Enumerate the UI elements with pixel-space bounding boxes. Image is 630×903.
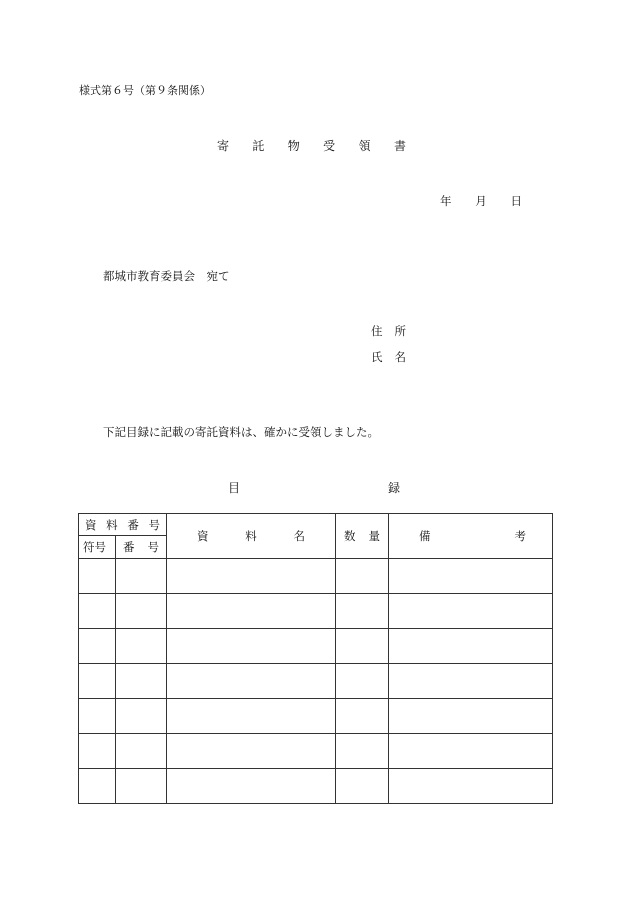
cell-remarks[interactable] bbox=[389, 699, 553, 734]
cell-quantity[interactable] bbox=[336, 629, 389, 664]
cell-number[interactable] bbox=[116, 629, 167, 664]
cell-remarks[interactable] bbox=[389, 734, 553, 769]
document-title bbox=[217, 137, 406, 154]
cell-remarks[interactable] bbox=[389, 769, 553, 804]
cell-quantity[interactable] bbox=[336, 559, 389, 594]
table-row bbox=[79, 594, 553, 629]
cell-symbol[interactable] bbox=[79, 559, 116, 594]
cell-symbol[interactable] bbox=[79, 629, 116, 664]
cell-number[interactable] bbox=[116, 769, 167, 804]
cell-name[interactable] bbox=[167, 769, 336, 804]
title-char: 受 bbox=[323, 139, 336, 153]
cell-name[interactable] bbox=[167, 734, 336, 769]
address-label-char: 住 bbox=[371, 324, 383, 338]
cell-number[interactable] bbox=[116, 664, 167, 699]
table-header-row bbox=[79, 514, 553, 536]
cell-name[interactable] bbox=[167, 699, 336, 734]
date-line bbox=[440, 193, 522, 209]
header-remarks: 備 考 bbox=[389, 514, 553, 559]
title-char: 物 bbox=[287, 139, 300, 153]
cell-remarks[interactable] bbox=[389, 629, 553, 664]
table-row bbox=[79, 769, 553, 804]
cell-quantity[interactable] bbox=[336, 664, 389, 699]
name-label-char: 名 bbox=[394, 350, 406, 364]
cell-quantity[interactable] bbox=[336, 734, 389, 769]
catalog-title-char: 録 bbox=[387, 481, 400, 495]
cell-name[interactable] bbox=[167, 629, 336, 664]
date-month: 月 bbox=[475, 194, 487, 208]
date-day: 日 bbox=[510, 194, 522, 208]
name-label bbox=[371, 349, 406, 365]
name-label-char: 氏 bbox=[371, 350, 383, 364]
title-char: 託 bbox=[252, 139, 265, 153]
cell-symbol[interactable] bbox=[79, 769, 116, 804]
catalog-table bbox=[78, 513, 553, 804]
receipt-statement: 下記目録に記載の寄託資料は、確かに受領しました。 bbox=[103, 425, 379, 439]
header-number: 番 号 bbox=[116, 536, 167, 559]
cell-number[interactable] bbox=[116, 734, 167, 769]
cell-symbol[interactable] bbox=[79, 734, 116, 769]
cell-symbol[interactable] bbox=[79, 699, 116, 734]
table-row bbox=[79, 699, 553, 734]
cell-number[interactable] bbox=[116, 559, 167, 594]
cell-symbol[interactable] bbox=[79, 664, 116, 699]
header-symbol: 符号 bbox=[79, 536, 116, 559]
header-quantity: 数 量 bbox=[336, 514, 389, 559]
address-label bbox=[371, 323, 406, 339]
table-row bbox=[79, 664, 553, 699]
cell-name[interactable] bbox=[167, 594, 336, 629]
title-char: 書 bbox=[393, 139, 406, 153]
form-number: 様式第６号（第９条関係） bbox=[79, 84, 211, 97]
header-document-number: 資 料 番 号 bbox=[79, 514, 167, 536]
catalog-title bbox=[228, 479, 400, 496]
cell-number[interactable] bbox=[116, 594, 167, 629]
title-char: 領 bbox=[358, 139, 371, 153]
catalog-title-char: 目 bbox=[228, 481, 241, 495]
table-row bbox=[79, 734, 553, 769]
table-row bbox=[79, 559, 553, 594]
cell-quantity[interactable] bbox=[336, 699, 389, 734]
cell-name[interactable] bbox=[167, 664, 336, 699]
address-label-char: 所 bbox=[394, 324, 406, 338]
cell-remarks[interactable] bbox=[389, 594, 553, 629]
table-row bbox=[79, 629, 553, 664]
header-document-name: 資 料 名 bbox=[167, 514, 336, 559]
cell-quantity[interactable] bbox=[336, 769, 389, 804]
title-char: 寄 bbox=[217, 139, 230, 153]
cell-remarks[interactable] bbox=[389, 664, 553, 699]
date-year: 年 bbox=[440, 194, 452, 208]
cell-name[interactable] bbox=[167, 559, 336, 594]
cell-number[interactable] bbox=[116, 699, 167, 734]
cell-quantity[interactable] bbox=[336, 594, 389, 629]
cell-remarks[interactable] bbox=[389, 559, 553, 594]
cell-symbol[interactable] bbox=[79, 594, 116, 629]
catalog-body bbox=[79, 559, 553, 804]
addressee: 都城市教育委員会 宛て bbox=[103, 269, 230, 283]
